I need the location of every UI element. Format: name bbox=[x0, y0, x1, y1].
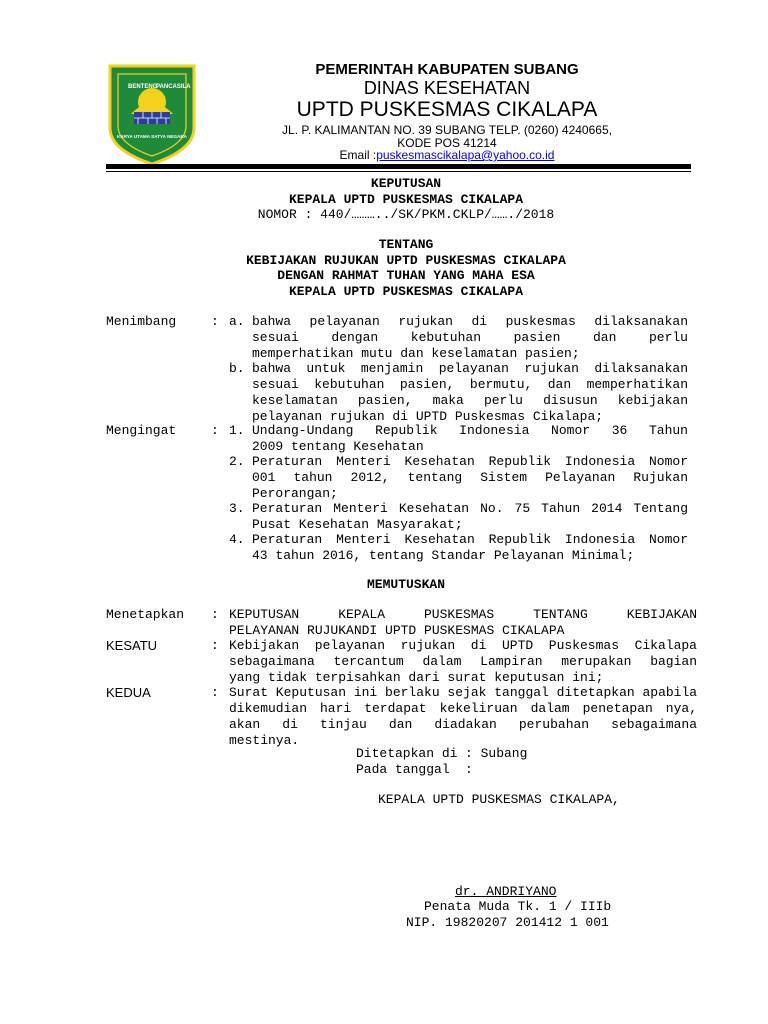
text-line: dikemudian hari terdapat kekeliruan dalam penetapan nya, bbox=[229, 701, 697, 716]
text-line: Pusat Kesehatan Masyarakat; bbox=[252, 517, 463, 532]
mengingat-label: Mengingat bbox=[106, 423, 177, 438]
kesatu-colon: : bbox=[211, 638, 219, 653]
mengingat-item-3 bbox=[252, 501, 688, 533]
letterhead-department: DINAS KESEHATAN bbox=[363, 78, 531, 98]
signature-date-value: : bbox=[465, 762, 473, 777]
text-line: 43 tahun 2016, tentang Standar Pelayanan Minimal; bbox=[252, 548, 635, 563]
kesatu-label: KESATU bbox=[106, 638, 158, 653]
text-line: bahwa pelayanan rujukan di puskesmas dilaksanakan bbox=[252, 314, 688, 329]
menimbang-marker-b: b. bbox=[229, 361, 245, 376]
signature-date-label: Pada tanggal bbox=[356, 762, 450, 777]
text-line: 001 tahun 2012, tentang Sistem Pelayanan Rujukan bbox=[252, 470, 688, 485]
text-line: 2009 tentang Kesehatan bbox=[252, 439, 424, 454]
email-link[interactable]: puskesmascikalapa@yahoo.co.id bbox=[376, 148, 555, 162]
kedua-label: KEDUA bbox=[106, 685, 151, 700]
decree-heading: KEPUTUSAN bbox=[370, 176, 442, 191]
decree-subject-line2: DENGAN RAHMAT TUHAN YANG MAHA ESA bbox=[277, 268, 535, 283]
text-line: Undang-Undang Republik Indonesia Nomor 36 Tahun bbox=[252, 423, 688, 438]
menetapkan-colon: : bbox=[211, 607, 219, 622]
signatory-name: dr. ANDRIYANO bbox=[455, 884, 557, 899]
text-line: sesuai kebutuhan pasien, bermutu, dan memperhatikan bbox=[252, 377, 688, 392]
text-line: Kebijakan pelayanan rujukan di UPTD Puskesmas Cikalapa bbox=[229, 638, 697, 653]
letterhead-email-line bbox=[222, 148, 672, 162]
text-line: PELAYANAN RUJUKANDI UPTD PUSKESMAS CIKALAPA bbox=[229, 623, 565, 638]
text-line: Surat Keputusan ini berlaku sejak tanggal ditetapkan apabila bbox=[229, 685, 698, 700]
mengingat-item-2 bbox=[252, 454, 688, 502]
text-line: mestinya. bbox=[229, 733, 300, 748]
mengingat-item-4 bbox=[252, 532, 688, 564]
text-line: sebagaimana tercantum dalam Lampiran merupakan bagian bbox=[229, 654, 697, 669]
menimbang-item-b bbox=[252, 361, 688, 425]
signatory-rank: Penata Muda Tk. 1 / IIIb bbox=[424, 899, 612, 914]
shield-emblem-icon bbox=[104, 62, 200, 166]
kesatu-text bbox=[229, 638, 697, 686]
text-line: sesuai dengan kebutuhan pasien dan perlu bbox=[252, 330, 688, 345]
email-label: Email : bbox=[339, 148, 377, 162]
logo-motto: KARYA UTAMA SATYA NEGARA bbox=[116, 134, 188, 139]
mengingat-item-1 bbox=[252, 423, 688, 455]
text-line: Peraturan Menteri Kesehatan Republik Indonesia Nomor bbox=[252, 454, 688, 469]
menimbang-colon: : bbox=[211, 314, 219, 329]
memutuskan-heading: MEMUTUSKAN bbox=[366, 577, 445, 592]
mengingat-marker-4: 4. bbox=[229, 532, 245, 547]
letterhead-rule-thick bbox=[106, 164, 691, 169]
menetapkan-text bbox=[229, 607, 697, 639]
text-line: Perorangan; bbox=[252, 486, 338, 501]
mengingat-colon: : bbox=[211, 423, 219, 438]
decree-number: NOMOR : 440/………../SK/PKM.CKLP/……./2018 bbox=[257, 207, 555, 222]
text-line: akan di tinjau dan diadakan perubahan sebagaimana bbox=[229, 717, 697, 732]
letterhead-address-line1: JL. P. KALIMANTAN NO. 39 SUBANG TELP. (0260) 4240665, bbox=[282, 123, 612, 137]
mengingat-marker-3: 3. bbox=[229, 501, 245, 516]
kedua-colon: : bbox=[211, 685, 219, 700]
menimbang-label: Menimbang bbox=[106, 314, 177, 329]
decree-subheading: KEPALA UPTD PUSKESMAS CIKALAPA bbox=[288, 192, 524, 207]
mengingat-marker-1: 1. bbox=[229, 423, 245, 438]
text-line: pelayanan rujukan di UPTD Puskesmas Cikalapa; bbox=[252, 409, 604, 424]
text-line: keselamatan pasien, maka perlu disusun kebijakan bbox=[252, 393, 688, 408]
regency-logo bbox=[104, 62, 200, 166]
text-line: Peraturan Menteri Kesehatan No. 75 Tahun 2014 Tentang bbox=[252, 501, 688, 516]
text-line: bahwa untuk menjamin pelayanan rujukan dilaksanakan bbox=[252, 361, 688, 376]
text-line: KEPUTUSAN KEPALA PUSKESMAS TENTANG KEBIJAKAN bbox=[229, 607, 697, 622]
menimbang-item-a bbox=[252, 314, 688, 362]
mengingat-marker-2: 2. bbox=[229, 454, 245, 469]
decree-subject-line1: KEBIJAKAN RUJUKAN UPTD PUSKESMAS CIKALAPA bbox=[246, 253, 566, 268]
signature-position: KEPALA UPTD PUSKESMAS CIKALAPA, bbox=[378, 792, 620, 807]
text-line: memperhatikan mutu dan keselamatan pasien; bbox=[252, 346, 580, 361]
logo-text-right: PANCASILA bbox=[156, 84, 191, 90]
letterhead-unit: UPTD PUSKESMAS CIKALAPA bbox=[296, 98, 598, 121]
kedua-text bbox=[229, 685, 697, 749]
menetapkan-label: Menetapkan bbox=[106, 607, 185, 622]
letterhead-address-line2: KODE POS 41214 bbox=[397, 136, 497, 150]
text-line: yang tidak terpisahkan dari surat keputusan ini; bbox=[229, 670, 604, 685]
signatory-nip: NIP. 19820207 201412 1 001 bbox=[406, 915, 609, 930]
text-line: Peraturan Menteri Kesehatan Republik Indonesia Nomor bbox=[252, 532, 688, 547]
decree-about: TENTANG bbox=[378, 237, 434, 252]
menimbang-marker-a: a. bbox=[229, 314, 245, 329]
logo-text-left: BENTENG bbox=[128, 84, 158, 90]
letterhead-rule-thin bbox=[106, 171, 691, 172]
decree-subject-line3: KEPALA UPTD PUSKESMAS CIKALAPA bbox=[288, 284, 524, 299]
signature-place-value: : Subang bbox=[465, 746, 528, 761]
signature-place-label: Ditetapkan di bbox=[356, 746, 458, 761]
letterhead-government: PEMERINTAH KABUPATEN SUBANG bbox=[315, 61, 579, 78]
